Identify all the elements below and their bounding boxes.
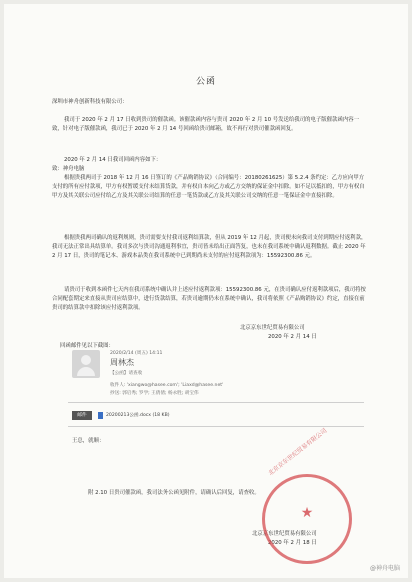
word-doc-icon [98, 412, 103, 419]
seal-text: 北京京东世纪贸易有限公司 [267, 427, 329, 478]
paragraph-receipt: 我司于 2020 年 2 月 17 日收到贵司的催款函。该催款函内容与贵司 2020 年 2 月 10 号发送给我司的电子版催款函内容一致，针对电子版催款函，我司已于 2020 年 2 月 14 号回函给贵司邮箱，故不再行对贵司催款函回复。 [52, 117, 359, 132]
attachment-label: 邮件 [72, 411, 92, 420]
quote-to: 致：神舟电脑 [52, 166, 85, 172]
page-title: 公函 [195, 77, 216, 87]
closing-salute: 王总，就顺： [72, 438, 105, 444]
email-time: 2020/2/14 (周五) 14:11 [110, 351, 163, 356]
email-recipients: 收件人: 'xiangwo@hasee.com'; 'Liaxd@hasee.net' [110, 383, 224, 388]
attachment-file[interactable]: 20200213公函.docx (18 KB) [106, 413, 170, 418]
signature-company: 北京京东世纪贸易有限公司 [240, 325, 305, 331]
email-intro: 回函邮件见以下截图： [60, 343, 114, 349]
paragraph-rebate: 根据贵我两司确认的返利规则，贵司需要支付我司返利结算款，但从 2019 年 12 月起，贵司便未向我司支付到期应付返利款，我司无法正常出具结算单。我司多次与贵司沟通返利事宜，贵司皆未给出正面答复，也未在我司系统中确认返利数据。截止 2020 年 2 月 17 日，贵司的笔记本、游戏本品类在我司系统中已到期尚未支付的应付返利款项为：15592300.86 元。 [52, 235, 367, 259]
reply-intro: 2020 年 2 月 14 日我司回函内容如下： [64, 157, 162, 163]
letter-page [4, 4, 408, 578]
watermark: @神舟电脑 [369, 565, 400, 572]
closing-date: 2020 年 2 月 18 日 [268, 540, 317, 546]
closing-company: 北京京东世纪贸易有限公司 [252, 531, 317, 537]
email-divider [68, 402, 364, 403]
paragraph-demand: 请贵司于收到本函件七天内在我司系统中确认并上述应付返利款项：15592300.86 元，在贵司确认应付返利款项后，我司将按合同配套期定来直接从贵司应结算中，进行货款结算，若贵司逾期仍未在系统中确认，我司将依照《产品购销协议》约定，直接在前贵司的结算款中扣除该应付返利款项。 [52, 287, 366, 311]
email-cc: 抄送: 郭启秀; 罗学; 王倩倩; 杨永胜; 胡宝伟 [110, 391, 199, 396]
email-subject: 【公函】请查收 [110, 371, 143, 376]
email-sender: 周林杰 [110, 358, 134, 367]
paragraph-contract: 根据贵我两司于 2018 年 12 月 16 日签订的《产品购销协议》（合同编号：20180261625）第 5.2.4 条约定：乙方应向甲方支付的所有应付款项，甲方有权暂缓支付未结算货款，并有权自本向乙方或乙方交纳的保证金中扣除。如不足以抵扣的，甲方有权自甲方及其关联公司应付给乙方及其关联公司结算的任意一笔货款或乙方及其关联公司交纳的任意一笔保证金中直接扣除。 [52, 175, 365, 199]
signature-date: 2020 年 2 月 14 日 [268, 334, 317, 340]
recipient: 深圳市神舟创新科技有限公司： [52, 99, 128, 105]
company-seal: ★ [262, 474, 352, 564]
avatar [72, 350, 100, 378]
closing-body: 附 2.10 日贵司催款函，我司法务公函见附件，请确认后回复，请查收。 [88, 490, 260, 496]
